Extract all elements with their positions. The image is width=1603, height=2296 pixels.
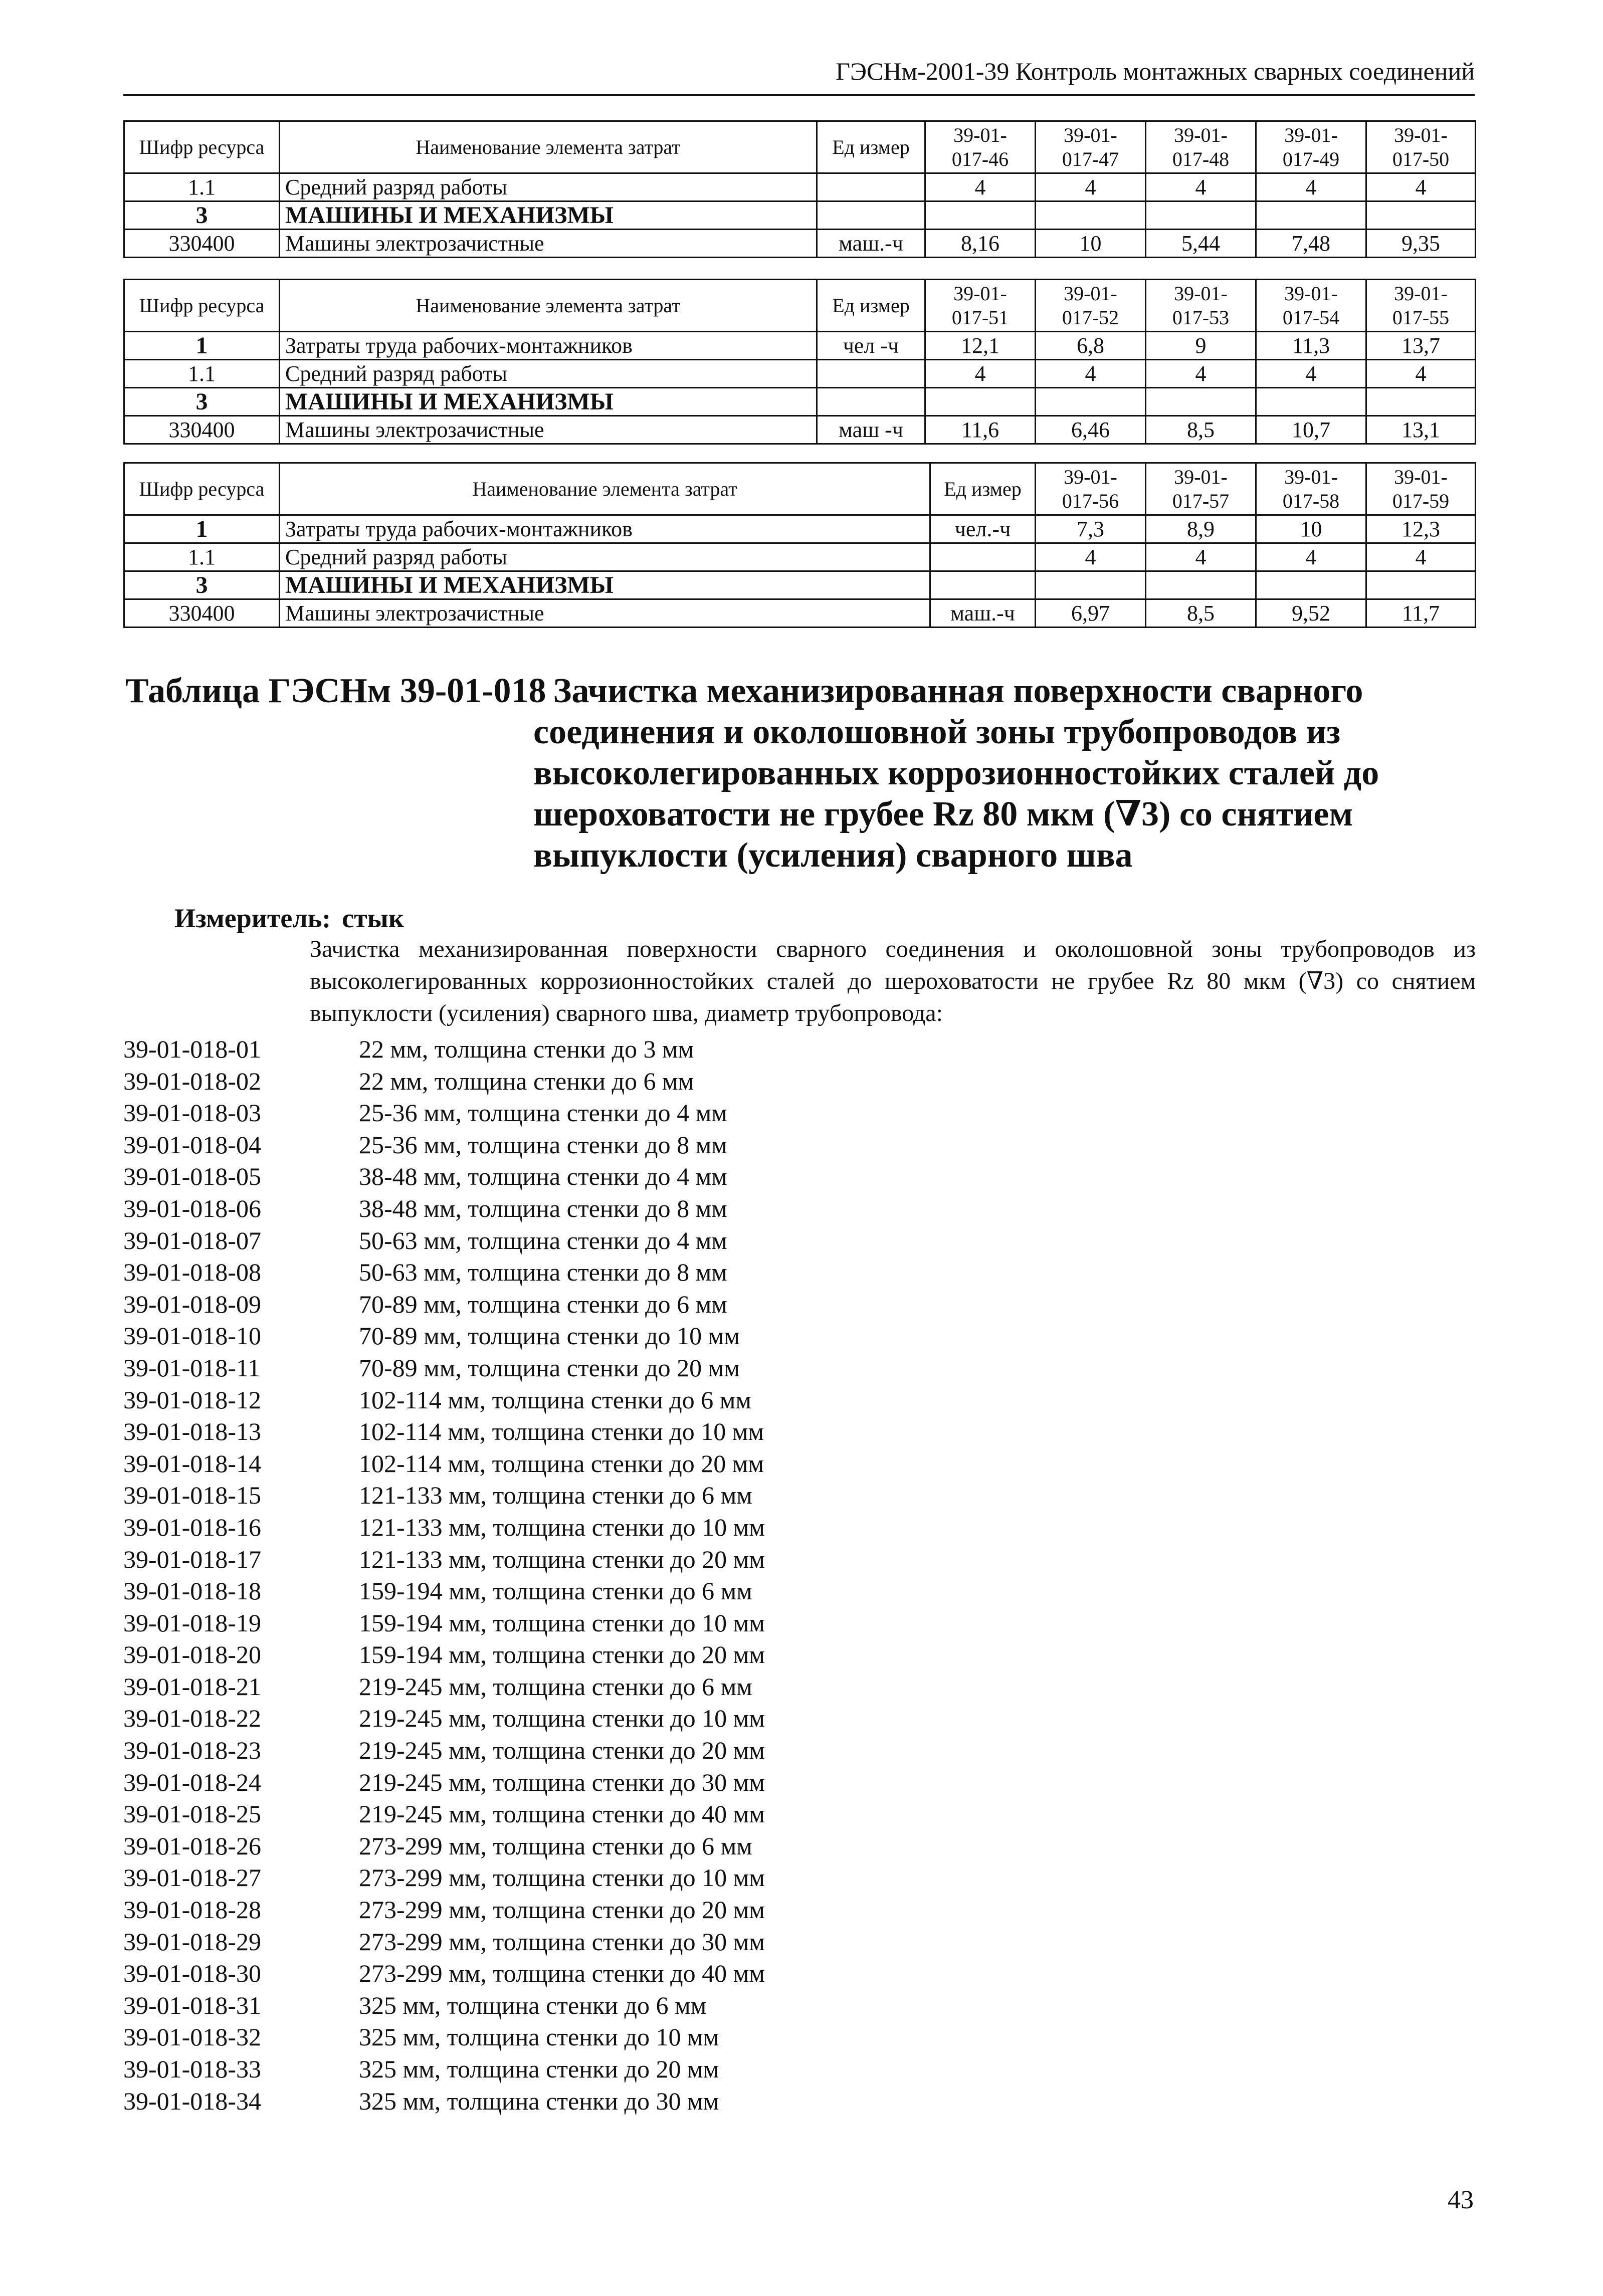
resource-unit (817, 388, 925, 416)
norm-value (1146, 571, 1256, 599)
norm-code: 39-01- 017-50 (1392, 123, 1450, 170)
resource-unit: чел -ч (817, 332, 925, 360)
list-item (123, 1129, 1477, 1161)
norm-name: 121-133 мм, толщина стенки до 6 мм (359, 1481, 752, 1510)
resource-unit (930, 543, 1036, 571)
col-header-norm (1366, 280, 1476, 332)
col-header-norm (1036, 280, 1146, 332)
norm-value: 8,5 (1146, 599, 1256, 628)
resource-code: 3 (124, 201, 280, 230)
resource-code: 330400 (124, 599, 280, 628)
col-header-norm (1146, 463, 1256, 515)
norm-code: 39-01- 017-48 (1172, 123, 1230, 170)
norm-value: 12,3 (1366, 515, 1476, 543)
norm-value (925, 201, 1036, 230)
norm-code: 39-01-018-09 (123, 1290, 261, 1318)
norm-name: 102-114 мм, толщина стенки до 6 мм (359, 1385, 752, 1414)
table-row (124, 515, 1476, 543)
resource-code: 330400 (124, 416, 280, 444)
norm-code: 39-01- 017-47 (1062, 123, 1119, 170)
norm-value: 4 (1036, 360, 1146, 388)
list-item (123, 1225, 1477, 1257)
norm-value: 5,44 (1146, 230, 1256, 258)
norm-code: 39-01- 017-56 (1062, 465, 1119, 512)
norm-value: 4 (1256, 543, 1366, 571)
resource-code: 3 (124, 571, 280, 599)
list-item (123, 1352, 1477, 1384)
norm-code: 39-01-018-13 (123, 1417, 261, 1446)
col-header-name: Наименование элемента затрат (280, 463, 930, 515)
norm-value: 10 (1256, 515, 1366, 543)
table-caption (125, 671, 1479, 876)
norm-name: 273-299 мм, толщина стенки до 6 мм (359, 1831, 752, 1860)
norm-name: 219-245 мм, толщина стенки до 20 мм (359, 1736, 765, 1765)
norm-code: 39-01-018-29 (123, 1927, 261, 1956)
norm-code: 39-01-018-06 (123, 1194, 261, 1222)
list-item (123, 1671, 1477, 1703)
norm-value: 13,1 (1366, 416, 1476, 444)
norm-code: 39-01- 017-55 (1392, 282, 1450, 329)
norm-code: 39-01-018-19 (123, 1608, 261, 1637)
norm-name: 25-36 мм, толщина стенки до 8 мм (359, 1130, 727, 1159)
norm-value (1366, 571, 1476, 599)
norm-code: 39-01-018-25 (123, 1800, 261, 1828)
list-item (123, 2085, 1477, 2118)
list-item (123, 1384, 1477, 1416)
norm-code: 39-01- 017-58 (1282, 465, 1340, 512)
list-item (123, 1958, 1477, 1990)
norm-code: 39-01- 017-57 (1172, 465, 1230, 512)
norm-value: 9,52 (1256, 599, 1366, 628)
norm-value: 4 (1366, 173, 1476, 201)
norm-name: 102-114 мм, толщина стенки до 10 мм (359, 1417, 764, 1446)
norm-code: 39-01-018-05 (123, 1162, 261, 1191)
norm-value (1146, 201, 1256, 230)
list-item (123, 1798, 1477, 1830)
norm-name: 325 мм, толщина стенки до 30 мм (359, 2086, 719, 2115)
resource-group-name: МАШИНЫ И МЕХАНИЗМЫ (280, 571, 930, 599)
list-item (123, 1480, 1477, 1512)
norm-code: 39-01-018-10 (123, 1322, 261, 1350)
table-row (124, 230, 1476, 258)
norm-code: 39-01- 017-49 (1282, 123, 1340, 170)
norm-code: 39-01-018-22 (123, 1704, 261, 1733)
table-row (124, 360, 1476, 388)
resource-name: Затраты труда рабочих-монтажников (280, 515, 930, 543)
header-rule (123, 94, 1475, 96)
resource-unit (817, 173, 925, 201)
norm-name: 22 мм, толщина стенки до 6 мм (359, 1067, 694, 1095)
norm-value: 4 (925, 360, 1036, 388)
norm-code: 39-01-018-18 (123, 1577, 261, 1605)
norm-name: 121-133 мм, толщина стенки до 20 мм (359, 1545, 765, 1573)
resource-unit (817, 360, 925, 388)
norm-code: 39-01-018-11 (123, 1353, 261, 1382)
list-item (123, 1544, 1477, 1576)
norm-code: 39-01-018-02 (123, 1067, 261, 1095)
norm-name: 273-299 мм, толщина стенки до 10 мм (359, 1863, 765, 1892)
list-item (123, 1862, 1477, 1894)
norm-value (1036, 571, 1146, 599)
col-header-norm (1366, 463, 1476, 515)
norm-name: 325 мм, толщина стенки до 10 мм (359, 2023, 719, 2051)
norm-value: 10 (1036, 230, 1146, 258)
norm-code: 39-01-018-23 (123, 1736, 261, 1765)
norm-name: 159-194 мм, толщина стенки до 6 мм (359, 1577, 752, 1605)
list-item (123, 1416, 1477, 1448)
norm-value (1036, 201, 1146, 230)
list-item (123, 1575, 1477, 1607)
norm-name: 121-133 мм, толщина стенки до 10 мм (359, 1513, 765, 1541)
norm-value: 7,48 (1256, 230, 1366, 258)
resource-name: Затраты труда рабочих-монтажников (280, 332, 817, 360)
col-header-code: Шифр ресурса (124, 280, 280, 332)
norm-value: 8,5 (1146, 416, 1256, 444)
resource-name: Средний разряд работы (280, 360, 817, 388)
list-item (123, 1767, 1477, 1799)
meter-value: стык (342, 903, 404, 933)
norm-value: 6,97 (1036, 599, 1146, 628)
norm-value: 4 (1256, 360, 1366, 388)
norm-code: 39-01-018-14 (123, 1449, 261, 1478)
norm-name: 38-48 мм, толщина стенки до 8 мм (359, 1194, 727, 1222)
resource-name: Машины электрозачистные (280, 230, 817, 258)
table-row (124, 416, 1476, 444)
norm-value: 9,35 (1366, 230, 1476, 258)
col-header-norm (1146, 280, 1256, 332)
norm-code: 39-01-018-12 (123, 1385, 261, 1414)
resource-unit: чел.-ч (930, 515, 1036, 543)
norm-value: 10,7 (1256, 416, 1366, 444)
col-header-norm (1256, 463, 1366, 515)
list-item (123, 1639, 1477, 1671)
norm-name: 70-89 мм, толщина стенки до 6 мм (359, 1290, 727, 1318)
resource-unit (930, 571, 1036, 599)
norm-name: 325 мм, толщина стенки до 20 мм (359, 2055, 719, 2083)
norm-value: 4 (1036, 173, 1146, 201)
table-row (124, 599, 1476, 628)
norm-value: 6,46 (1036, 416, 1146, 444)
norm-name: 273-299 мм, толщина стенки до 30 мм (359, 1927, 765, 1956)
norm-value: 6,8 (1036, 332, 1146, 360)
table-row (124, 332, 1476, 360)
norm-name: 50-63 мм, толщина стенки до 8 мм (359, 1258, 727, 1287)
norm-name: 102-114 мм, толщина стенки до 20 мм (359, 1449, 764, 1478)
col-header-name: Наименование элемента затрат (280, 121, 817, 173)
col-header-code: Шифр ресурса (124, 463, 280, 515)
list-item (123, 1512, 1477, 1544)
list-item (123, 1161, 1477, 1193)
col-header-norm (1256, 280, 1366, 332)
norm-code: 39-01-018-04 (123, 1130, 261, 1159)
list-item (123, 1990, 1477, 2022)
resource-name: Средний разряд работы (280, 543, 930, 571)
norm-name: 273-299 мм, толщина стенки до 40 мм (359, 1959, 765, 1988)
resource-unit: маш.-ч (817, 230, 925, 258)
norm-value: 4 (1366, 360, 1476, 388)
col-header-unit: Ед измер (817, 121, 925, 173)
norm-code: 39-01-018-01 (123, 1035, 261, 1063)
list-item (123, 1448, 1477, 1480)
norm-list (123, 1033, 1477, 2117)
col-header-norm (1036, 463, 1146, 515)
list-item (123, 1097, 1477, 1129)
cost-table-2 (123, 279, 1476, 445)
list-item (123, 2021, 1477, 2053)
page-number: 43 (1448, 2186, 1474, 2214)
resource-name: Средний разряд работы (280, 173, 817, 201)
running-header: ГЭСНм-2001-39 Контроль монтажных сварных соединений (836, 57, 1475, 85)
norm-value (1366, 388, 1476, 416)
norm-value (1256, 388, 1366, 416)
norm-value (1256, 201, 1366, 230)
list-item (123, 1607, 1477, 1639)
resource-group-name: МАШИНЫ И МЕХАНИЗМЫ (280, 201, 817, 230)
col-header-norm (925, 121, 1036, 173)
norm-value (1036, 388, 1146, 416)
col-header-norm (1256, 121, 1366, 173)
norm-code: 39-01-018-34 (123, 2086, 261, 2115)
resource-unit (817, 201, 925, 230)
resource-name: Машины электрозачистные (280, 599, 930, 628)
list-item (123, 1926, 1477, 1958)
norm-code: 39-01- 017-46 (951, 123, 1009, 170)
norm-code: 39-01-018-15 (123, 1481, 261, 1510)
norm-name: 25-36 мм, толщина стенки до 4 мм (359, 1099, 727, 1127)
resource-name: Машины электрозачистные (280, 416, 817, 444)
norm-value: 8,16 (925, 230, 1036, 258)
norm-value: 4 (1146, 543, 1256, 571)
norm-code: 39-01-018-16 (123, 1513, 261, 1541)
norm-value (1256, 571, 1366, 599)
table-row (124, 201, 1476, 230)
norm-code: 39-01-018-28 (123, 1896, 261, 1924)
norm-value (925, 388, 1036, 416)
resource-code: 1.1 (124, 173, 280, 201)
col-header-unit: Ед измер (930, 463, 1036, 515)
norm-name: 219-245 мм, толщина стенки до 40 мм (359, 1800, 765, 1828)
norm-name: 50-63 мм, толщина стенки до 4 мм (359, 1226, 727, 1255)
col-header-norm (1366, 121, 1476, 173)
cost-table-3 (123, 462, 1476, 628)
resource-code: 3 (124, 388, 280, 416)
resource-unit: маш.-ч (930, 599, 1036, 628)
col-header-unit: Ед измер (817, 280, 925, 332)
resource-unit: маш -ч (817, 416, 925, 444)
norm-code: 39-01-018-17 (123, 1545, 261, 1573)
norm-code: 39-01-018-31 (123, 1991, 261, 2019)
norm-name: 70-89 мм, толщина стенки до 20 мм (359, 1353, 740, 1382)
col-header-norm (925, 280, 1036, 332)
resource-code: 330400 (124, 230, 280, 258)
col-header-code: Шифр ресурса (124, 121, 280, 173)
table-row (124, 571, 1476, 599)
norm-name: 219-245 мм, толщина стенки до 10 мм (359, 1704, 765, 1733)
norm-value: 11,6 (925, 416, 1036, 444)
list-item (123, 1033, 1477, 1066)
col-header-norm (1036, 121, 1146, 173)
norm-value: 4 (925, 173, 1036, 201)
list-item (123, 1894, 1477, 1926)
norm-code: 39-01-018-07 (123, 1226, 261, 1255)
resource-code: 1.1 (124, 360, 280, 388)
norm-code: 39-01- 017-54 (1282, 282, 1340, 329)
norm-name: 70-89 мм, толщина стенки до 10 мм (359, 1322, 740, 1350)
norm-value: 13,7 (1366, 332, 1476, 360)
table-row (124, 173, 1476, 201)
norm-name: 219-245 мм, толщина стенки до 6 мм (359, 1672, 752, 1701)
norm-value (1366, 201, 1476, 230)
list-item (123, 1066, 1477, 1098)
list-item (123, 1735, 1477, 1767)
norm-name: 219-245 мм, толщина стенки до 30 мм (359, 1768, 765, 1796)
norm-code: 39-01- 017-53 (1172, 282, 1230, 329)
norm-code: 39-01- 017-59 (1392, 465, 1450, 512)
table-caption-label: Таблица ГЭСНм 39-01-018 (125, 672, 546, 710)
meter-label: Измеритель: (174, 903, 331, 933)
norm-value: 4 (1366, 543, 1476, 571)
norm-code: 39-01-018-03 (123, 1099, 261, 1127)
norm-code: 39-01-018-33 (123, 2055, 261, 2083)
list-item (123, 1257, 1477, 1289)
norm-value (1146, 388, 1256, 416)
norm-value: 4 (1146, 173, 1256, 201)
table-row (124, 388, 1476, 416)
table-row (124, 543, 1476, 571)
norm-value: 7,3 (1036, 515, 1146, 543)
norm-value: 4 (1146, 360, 1256, 388)
work-description: Зачистка механизированная поверхности сварного соединения и околошовной зоны трубопроводов из высоколегированных коррозионностойких сталей до шероховатости не грубее Rz 80 мкм (∇3) со снятием выпуклости (усиления) сварного шва, диаметр трубопровода: (310, 936, 1476, 1026)
list-item (123, 1830, 1477, 1862)
cost-table-1 (123, 120, 1476, 258)
norm-code: 39-01-018-24 (123, 1768, 261, 1796)
resource-code: 1 (124, 515, 280, 543)
norm-code: 39-01-018-20 (123, 1640, 261, 1669)
norm-value: 11,3 (1256, 332, 1366, 360)
list-item (123, 2053, 1477, 2085)
norm-code: 39-01-018-30 (123, 1959, 261, 1988)
norm-code: 39-01-018-08 (123, 1258, 261, 1287)
norm-value: 11,7 (1366, 599, 1476, 628)
norm-value: 8,9 (1146, 515, 1256, 543)
table-caption-text: Зачистка механизированная поверхности сварного соединения и околошовной зоны трубопроводов из высоколегированных коррозионностойких сталей до шероховатости не грубее Rz 80 мкм (∇3) со снятием выпуклости (усиления) сварного шва (533, 672, 1379, 875)
norm-value: 12,1 (925, 332, 1036, 360)
norm-name: 273-299 мм, толщина стенки до 20 мм (359, 1896, 765, 1924)
norm-name: 38-48 мм, толщина стенки до 4 мм (359, 1162, 727, 1191)
meter-line (174, 902, 415, 934)
norm-code: 39-01- 017-52 (1062, 282, 1119, 329)
resource-code: 1 (124, 332, 280, 360)
norm-code: 39-01-018-26 (123, 1831, 261, 1860)
norm-name: 159-194 мм, толщина стенки до 10 мм (359, 1608, 765, 1637)
norm-value: 4 (1256, 173, 1366, 201)
col-header-name: Наименование элемента затрат (280, 280, 817, 332)
norm-code: 39-01- 017-51 (951, 282, 1009, 329)
list-item (123, 1289, 1477, 1321)
norm-code: 39-01-018-32 (123, 2023, 261, 2051)
norm-code: 39-01-018-27 (123, 1863, 261, 1892)
norm-name: 22 мм, толщина стенки до 3 мм (359, 1035, 694, 1063)
norm-code: 39-01-018-21 (123, 1672, 261, 1701)
norm-name: 325 мм, толщина стенки до 6 мм (359, 1991, 707, 2019)
list-item (123, 1703, 1477, 1735)
list-item (123, 1193, 1477, 1225)
norm-name: 159-194 мм, толщина стенки до 20 мм (359, 1640, 765, 1669)
norm-value: 9 (1146, 332, 1256, 360)
resource-code: 1.1 (124, 543, 280, 571)
list-item (123, 1320, 1477, 1352)
norm-value: 4 (1036, 543, 1146, 571)
col-header-norm (1146, 121, 1256, 173)
resource-group-name: МАШИНЫ И МЕХАНИЗМЫ (280, 388, 817, 416)
